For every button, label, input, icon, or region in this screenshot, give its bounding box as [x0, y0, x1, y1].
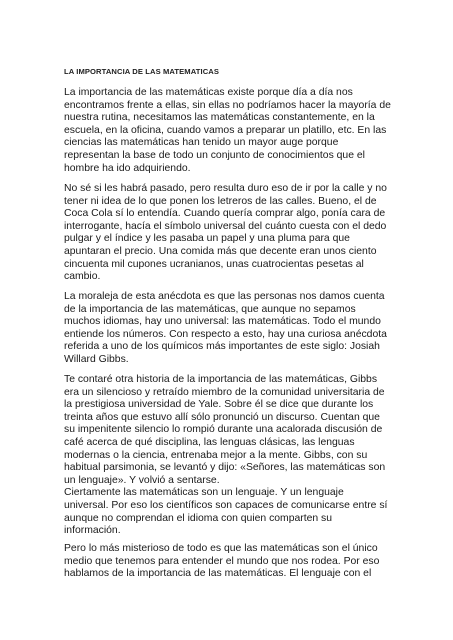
text-line: pulgar y el índice y les pasaba un papel y una pluma para que [64, 233, 350, 245]
text-line: su impenitente silencio lo rompió durante una acalorada discusión de [64, 424, 383, 436]
text-line: Willard Gibbs. [64, 353, 129, 365]
text-line: era un silencioso y retraído miembro de la comunidad universitaria de [64, 386, 385, 398]
text-line: Coca Cola sí lo entendía. Cuando quería comprar algo, ponía cara de [64, 208, 386, 220]
text-line: muchos idiomas, hay uno universal: las matemáticas. Todo el mundo [64, 316, 381, 328]
text-line: cambio. [64, 271, 101, 283]
text-line: Ciertamente las matemáticas son un lenguaje. Y un lenguaje [64, 487, 344, 499]
text-line: No sé si les habrá pasado, pero resulta duro eso de ir por la calle y no [64, 183, 387, 194]
text-line: Te contaré otra historia de la importancia de las matemáticas, Gibbs [64, 374, 378, 385]
text-line: interrogante, hacía el símbolo universal del cuánto cuesta con el dedo [64, 220, 387, 232]
text-line: encontramos frente a ellas, sin ellas no podríamos hacer la mayoría de [64, 99, 391, 111]
text-line: referida a uno de los químicos más importantes de este siglo: Josiah [64, 341, 380, 353]
text-line: hombre ha ido adquiriendo. [64, 162, 191, 174]
text-line: nuestra rutina, necesitamos las matemáticas constantemente, en la [64, 112, 375, 124]
text-line: Pero lo más misterioso de todo es que las matemáticas son el único [64, 543, 378, 554]
text-line: universal. Por eso los científicos son capaces de comunicarse entre sí [64, 499, 388, 511]
text-line: tener ni idea de lo que ponen los letreros de las calles. Bueno, el de [64, 195, 377, 207]
paragraph-intro [64, 87, 391, 175]
text-line: representan la base de todo un conjunto de conocimientos que el [64, 149, 365, 161]
text-line: la prestigiosa universidad de Yale. Sobre él se dice que durante los [64, 399, 374, 411]
text-line: café acerca de qué disciplina, las lenguas clásicas, las lenguas [64, 436, 355, 448]
text-line: cincuenta mil cupones ucranianos, unas cuatrocientas pesetas al [64, 258, 364, 270]
document-title: LA IMPORTANCIA DE LAS MATEMATICAS [64, 67, 220, 76]
text-line: un lenguaje». Y volvió a sentarse. [64, 474, 220, 486]
text-line: información. [64, 525, 121, 537]
text-line: medio que tenemos para entender el mundo que nos rodea. Por eso [64, 555, 380, 567]
text-line: treinta años que estuvo allí sólo pronunció un discurso. Cuentan que [64, 411, 380, 423]
paragraph-moral [64, 291, 387, 367]
text-line: ciencias las matemáticas han tenido un mayor auge porque [64, 137, 339, 149]
text-line: habitual parsimonia, se levantó y dijo: «Señores, las matemáticas son [64, 462, 386, 474]
paragraph-conclusion [64, 543, 379, 581]
text-line: apuntaran el precio. Una comida más que decente eran unos ciento [64, 245, 377, 257]
text-line: hablamos de la importancia de las matemáticas. El lenguaje con el [64, 568, 372, 580]
text-line: escuela, en la oficina, cuando vamos a preparar un platillo, etc. En las [64, 124, 387, 136]
text-line: modernas o la ciencia, entrenaba mejor a la mente. Gibbs, con su [64, 449, 368, 461]
text-line: aunque no comprendan el idioma con quien comparten su [64, 512, 333, 524]
text-line: de la importancia de las matemáticas, que aunque no sepamos [64, 303, 356, 315]
paragraph-anecdote [64, 183, 387, 284]
text-line: La moraleja de esta anécdota es que las personas nos damos cuenta [64, 291, 385, 302]
paragraph-gibbs [64, 374, 387, 538]
text-line: entiende los números. Con respecto a esto, hay una curiosa anécdota [64, 328, 387, 340]
text-line: La importancia de las matemáticas existe porque día a día nos [64, 87, 353, 98]
